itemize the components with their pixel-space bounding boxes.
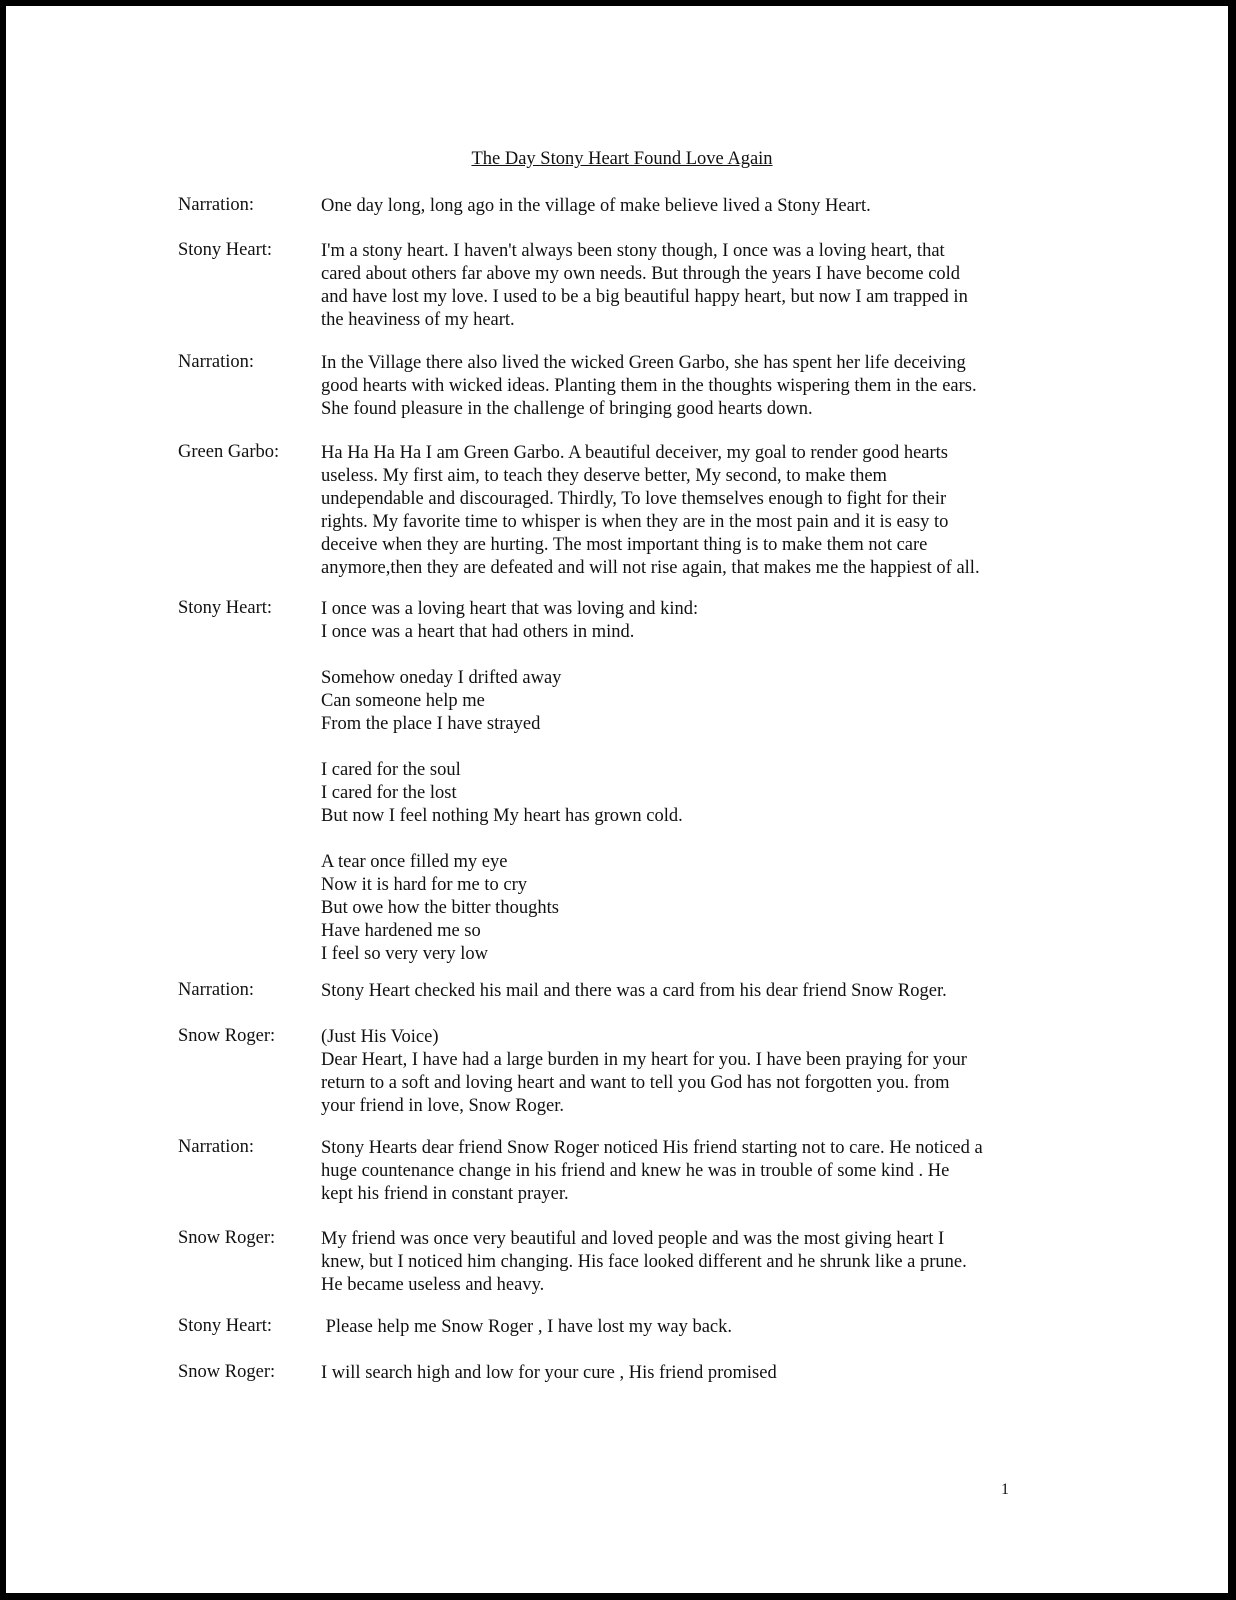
dialogue-text: [321, 1228, 1041, 1297]
speaker-label: Snow Roger:: [178, 1026, 276, 1046]
dialogue-line: I will search high and low for your cure , His friend promised: [321, 1363, 777, 1383]
dialogue-text: [321, 1362, 1041, 1385]
dialogue-line: Dear Heart, I have had a large burden in my heart for you. I have been praying for your: [321, 1050, 967, 1070]
dialogue-line: your friend in love, Snow Roger.: [321, 1096, 565, 1116]
poem-stanza: [321, 667, 1041, 736]
poem-stanza: [321, 759, 1041, 828]
page-number: 1: [1001, 1481, 1009, 1498]
poem-line: I cared for the soul: [321, 760, 461, 780]
dialogue-line: She found pleasure in the challenge of bringing good hearts down.: [321, 399, 813, 419]
dialogue-line: the heaviness of my heart.: [321, 310, 515, 330]
dialogue-line: He became useless and heavy.: [321, 1275, 545, 1295]
dialogue-text: [321, 1137, 1041, 1206]
dialogue-line: rights. My favorite time to whisper is when they are in the most pain and it is easy to: [321, 512, 949, 532]
speaker-label: Green Garbo:: [178, 442, 280, 462]
poem-line: Somehow oneday I drifted away: [321, 668, 562, 688]
poem-line: I feel so very very low: [321, 944, 488, 964]
dialogue-text: [321, 1026, 1041, 1118]
dialogue-line: Ha Ha Ha Ha I am Green Garbo. A beautiful deceiver, my goal to render good hearts: [321, 443, 948, 463]
dialogue-text: [321, 1316, 1041, 1339]
dialogue-line: In the Village there also lived the wicked Green Garbo, she has spent her life deceiving: [321, 353, 966, 373]
dialogue-line: Please help me Snow Roger , I have lost my way back.: [321, 1317, 733, 1337]
speaker-label: Narration:: [178, 352, 255, 372]
poem-line: A tear once filled my eye: [321, 852, 508, 872]
dialogue-line: I'm a stony heart. I haven't always been stony though, I once was a loving heart, that: [321, 241, 945, 261]
dialogue-text: [321, 240, 1041, 332]
dialogue-line: useless. My first aim, to teach they deserve better, My second, to make them: [321, 466, 887, 486]
dialogue-line: anymore,then they are defeated and will not rise again, that makes me the happiest of all.: [321, 558, 980, 578]
dialogue-line: Stony Hearts dear friend Snow Roger noticed His friend starting not to care. He noticed a: [321, 1138, 983, 1158]
poem-line: Now it is hard for me to cry: [321, 875, 528, 895]
dialogue-line: Stony Heart checked his mail and there was a card from his dear friend Snow Roger.: [321, 981, 947, 1001]
speaker-label: Narration:: [178, 195, 255, 215]
dialogue-text: [321, 352, 1041, 421]
poem-line: I once was a loving heart that was loving and kind:: [321, 599, 699, 619]
poem-line: But now I feel nothing My heart has grown cold.: [321, 806, 683, 826]
dialogue-line: (Just His Voice): [321, 1027, 439, 1047]
dialogue-line: huge countenance change in his friend and knew he was in trouble of some kind . He: [321, 1161, 950, 1181]
poem-text: [321, 598, 1041, 989]
poem-line: But owe how the bitter thoughts: [321, 898, 559, 918]
poem-line: I cared for the lost: [321, 783, 457, 803]
dialogue-line: return to a soft and loving heart and want to tell you God has not forgotten you. from: [321, 1073, 950, 1093]
poem-line: I once was a heart that had others in mind.: [321, 622, 635, 642]
page-title: The Day Stony Heart Found Love Again: [471, 149, 773, 169]
speaker-label: Narration:: [178, 1137, 255, 1157]
dialogue-line: good hearts with wicked ideas. Planting them in the thoughts wispering them in the ears.: [321, 376, 977, 396]
speaker-label: Stony Heart:: [178, 1316, 273, 1336]
dialogue-text: [321, 442, 1041, 580]
dialogue-line: My friend was once very beautiful and loved people and was the most giving heart I: [321, 1229, 945, 1249]
dialogue-line: knew, but I noticed him changing. His face looked different and he shrunk like a prune.: [321, 1252, 967, 1272]
speaker-label: Snow Roger:: [178, 1362, 276, 1382]
dialogue-line: cared about others far above my own needs. But through the years I have become cold: [321, 264, 961, 284]
dialogue-line: deceive when they are hurting. The most important thing is to make them not care: [321, 535, 928, 555]
poem-line: From the place I have strayed: [321, 714, 541, 734]
dialogue-line: and have lost my love. I used to be a big beautiful happy heart, but now I am trapped in: [321, 287, 968, 307]
dialogue-line: undependable and discouraged. Thirdly, To love themselves enough to fight for their: [321, 489, 947, 509]
dialogue-line: One day long, long ago in the village of make believe lived a Stony Heart.: [321, 196, 871, 216]
poem-stanza: [321, 598, 1041, 644]
poem-line: Have hardened me so: [321, 921, 481, 941]
poem-line: Can someone help me: [321, 691, 485, 711]
dialogue-line: kept his friend in constant prayer.: [321, 1184, 569, 1204]
speaker-label: Narration:: [178, 980, 255, 1000]
speaker-label: Stony Heart:: [178, 598, 273, 618]
poem-stanza: [321, 851, 1041, 966]
dialogue-text: [321, 980, 1041, 1003]
speaker-label: Snow Roger:: [178, 1228, 276, 1248]
script-page: [6, 6, 1228, 1593]
dialogue-text: [321, 195, 1041, 218]
speaker-label: Stony Heart:: [178, 240, 273, 260]
